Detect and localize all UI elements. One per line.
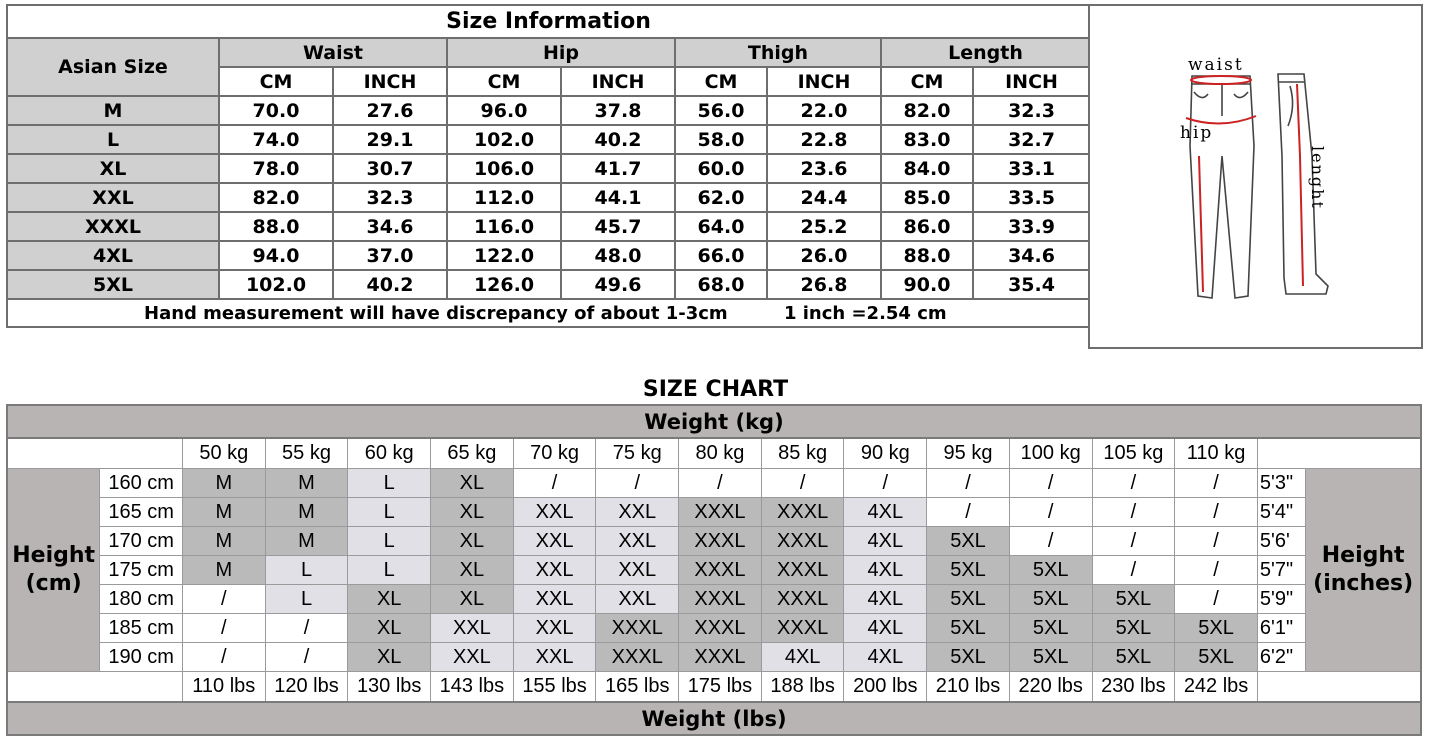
weight-kg-cell: 90 kg	[844, 438, 927, 469]
size-label: 5XL	[7, 270, 219, 299]
measurement-cell: 90.0	[881, 270, 973, 299]
size-cell: /	[761, 469, 844, 498]
measurement-cell: 33.9	[973, 212, 1090, 241]
unit-header: CM	[675, 67, 767, 96]
size-cell: XXXL	[679, 614, 762, 643]
measurement-cell: 45.7	[561, 212, 675, 241]
size-cell: /	[513, 469, 596, 498]
size-cell: M	[182, 498, 265, 527]
size-cell: 5XL	[1092, 643, 1175, 672]
blank-cell	[7, 672, 182, 703]
measurement-cell: 88.0	[219, 212, 333, 241]
measurement-cell: 56.0	[675, 96, 767, 125]
size-cell: /	[1092, 498, 1175, 527]
size-cell: M	[182, 527, 265, 556]
size-cell: M	[265, 527, 348, 556]
size-cell: M	[265, 469, 348, 498]
size-cell: /	[1092, 556, 1175, 585]
height-inch-label-line1: Height	[1321, 543, 1405, 568]
height-inch-cell: 6'2"	[1257, 643, 1305, 672]
measurement-cell: 74.0	[219, 125, 333, 154]
measurement-cell: 33.1	[973, 154, 1090, 183]
measurement-cell: 26.8	[767, 270, 881, 299]
measurement-cell: 86.0	[881, 212, 973, 241]
height-row	[7, 469, 1421, 498]
size-cell: /	[182, 643, 265, 672]
weight-lbs-cell: 130 lbs	[348, 672, 431, 703]
length-measure-line	[1297, 84, 1303, 286]
measurement-cell: 122.0	[447, 241, 561, 270]
length-header: Length	[881, 38, 1090, 67]
measurement-cell: 78.0	[219, 154, 333, 183]
size-cell: 5XL	[1092, 585, 1175, 614]
measurement-cell: 32.3	[333, 183, 447, 212]
height-cm-cell: 160 cm	[100, 469, 183, 498]
size-row	[7, 241, 1090, 270]
waist-measure-line	[1191, 76, 1251, 84]
measurement-cell: 33.5	[973, 183, 1090, 212]
size-cell: /	[1175, 556, 1258, 585]
size-cell: /	[1175, 498, 1258, 527]
weight-lbs-cell: 120 lbs	[265, 672, 348, 703]
height-cm-cell: 180 cm	[100, 585, 183, 614]
size-cell: /	[679, 469, 762, 498]
measurement-cell: 24.4	[767, 183, 881, 212]
measurement-cell: 96.0	[447, 96, 561, 125]
size-cell: /	[182, 585, 265, 614]
height-inch-cell: 6'1"	[1257, 614, 1305, 643]
unit-header: INCH	[767, 67, 881, 96]
measurement-cell: 32.3	[973, 96, 1090, 125]
size-cell: M	[182, 469, 265, 498]
measurement-note-row	[7, 299, 1090, 327]
height-inch-label-line2: (inches)	[1313, 571, 1414, 596]
weight-lbs-cell: 175 lbs	[679, 672, 762, 703]
blank-cell	[1257, 672, 1421, 703]
measurement-cell: 106.0	[447, 154, 561, 183]
size-cell: XXL	[513, 585, 596, 614]
weight-kg-cell: 70 kg	[513, 438, 596, 469]
size-cell: /	[844, 469, 927, 498]
size-cell: XXL	[596, 556, 679, 585]
weight-lbs-cell: 220 lbs	[1009, 672, 1092, 703]
weight-lbs-cell: 155 lbs	[513, 672, 596, 703]
height-inch-label	[1306, 469, 1421, 672]
weight-lbs-cell: 230 lbs	[1092, 672, 1175, 703]
weight-kg-cell: 55 kg	[265, 438, 348, 469]
weight-kg-cell: 85 kg	[761, 438, 844, 469]
size-cell: XXL	[596, 527, 679, 556]
height-row	[7, 527, 1421, 556]
inseam-measure-line	[1199, 156, 1203, 292]
measurement-cell: 68.0	[675, 270, 767, 299]
size-cell: XL	[431, 527, 514, 556]
size-cell: /	[1009, 498, 1092, 527]
height-cm-cell: 185 cm	[100, 614, 183, 643]
size-cell: XL	[431, 585, 514, 614]
measurement-cell: 88.0	[881, 241, 973, 270]
measurement-cell: 102.0	[447, 125, 561, 154]
height-inch-cell: 5'7"	[1257, 556, 1305, 585]
size-cell: XXXL	[761, 527, 844, 556]
size-row	[7, 96, 1090, 125]
height-cm-cell: 175 cm	[100, 556, 183, 585]
size-cell: XXL	[513, 527, 596, 556]
size-cell: /	[1092, 469, 1175, 498]
inch-conversion-note: 1 inch =2.54 cm	[783, 302, 947, 324]
measurement-cell: 37.8	[561, 96, 675, 125]
size-cell: 5XL	[1009, 556, 1092, 585]
size-cell: /	[1175, 527, 1258, 556]
measurement-cell: 22.0	[767, 96, 881, 125]
size-cell: 4XL	[844, 614, 927, 643]
unit-header: INCH	[561, 67, 675, 96]
size-cell: XXXL	[679, 643, 762, 672]
blank-cell	[1257, 438, 1421, 469]
size-cell: /	[1009, 469, 1092, 498]
measurement-cell: 22.8	[767, 125, 881, 154]
size-cell: 4XL	[844, 498, 927, 527]
size-row	[7, 183, 1090, 212]
size-cell: /	[1175, 585, 1258, 614]
weight-lbs-cell: 242 lbs	[1175, 672, 1258, 703]
size-cell: /	[182, 614, 265, 643]
weight-kg-cell: 50 kg	[182, 438, 265, 469]
thigh-header: Thigh	[675, 38, 881, 67]
height-cm-cell: 190 cm	[100, 643, 183, 672]
size-cell: L	[265, 556, 348, 585]
size-cell: /	[1009, 527, 1092, 556]
size-cell: XXL	[513, 643, 596, 672]
weight-kg-cell: 60 kg	[348, 438, 431, 469]
size-cell: 5XL	[1009, 614, 1092, 643]
weight-kg-cell: 65 kg	[431, 438, 514, 469]
size-cell: M	[265, 498, 348, 527]
size-cell: XXL	[513, 556, 596, 585]
size-cell: L	[348, 527, 431, 556]
unit-header: CM	[447, 67, 561, 96]
height-inch-cell: 5'6'	[1257, 527, 1305, 556]
unit-header: CM	[219, 67, 333, 96]
weight-kg-cell: 80 kg	[679, 438, 762, 469]
size-cell: 5XL	[1175, 643, 1258, 672]
measurement-cell: 48.0	[561, 241, 675, 270]
size-cell: 4XL	[844, 585, 927, 614]
weight-lbs-cell: 143 lbs	[431, 672, 514, 703]
hip-label: hip	[1180, 123, 1214, 143]
weight-kg-cell: 105 kg	[1092, 438, 1175, 469]
size-cell: XXL	[513, 614, 596, 643]
height-inch-cell: 5'4"	[1257, 498, 1305, 527]
measurement-cell: 41.7	[561, 154, 675, 183]
size-cell: XXXL	[679, 527, 762, 556]
size-cell: XXXL	[761, 614, 844, 643]
measurement-cell: 116.0	[447, 212, 561, 241]
weight-lbs-header: Weight (lbs)	[7, 702, 1421, 735]
measurement-cell: 23.6	[767, 154, 881, 183]
size-row	[7, 212, 1090, 241]
size-cell: /	[596, 469, 679, 498]
size-cell: 4XL	[844, 527, 927, 556]
size-cell: 4XL	[844, 643, 927, 672]
size-cell: XXXL	[761, 556, 844, 585]
height-row	[7, 498, 1421, 527]
weight-kg-cell: 95 kg	[927, 438, 1010, 469]
size-cell: XXL	[596, 498, 679, 527]
size-cell: /	[1175, 469, 1258, 498]
size-cell: 5XL	[1009, 585, 1092, 614]
measurement-cell: 26.0	[767, 241, 881, 270]
measurement-cell: 126.0	[447, 270, 561, 299]
size-cell: L	[265, 585, 348, 614]
size-cell: XL	[348, 614, 431, 643]
size-chart-table	[6, 404, 1422, 736]
measurement-cell: 70.0	[219, 96, 333, 125]
size-information-title: Size Information	[7, 5, 1090, 38]
size-cell: 5XL	[927, 643, 1010, 672]
hip-header: Hip	[447, 38, 675, 67]
size-cell: XXXL	[596, 643, 679, 672]
measurement-cell: 64.0	[675, 212, 767, 241]
measurement-cell: 112.0	[447, 183, 561, 212]
measurement-cell: 34.6	[333, 212, 447, 241]
size-cell: /	[265, 643, 348, 672]
height-cm-cell: 170 cm	[100, 527, 183, 556]
measurement-cell: 82.0	[881, 96, 973, 125]
weight-kg-header: Weight (kg)	[7, 405, 1421, 438]
unit-header: INCH	[333, 67, 447, 96]
height-cm-label	[7, 469, 100, 672]
measurement-cell: 102.0	[219, 270, 333, 299]
size-cell: /	[265, 614, 348, 643]
size-cell: 5XL	[1175, 614, 1258, 643]
size-label: M	[7, 96, 219, 125]
height-inch-cell: 5'9"	[1257, 585, 1305, 614]
waist-label: waist	[1188, 55, 1244, 75]
measurement-cell: 84.0	[881, 154, 973, 183]
size-cell: L	[348, 469, 431, 498]
weight-lbs-cell: 200 lbs	[844, 672, 927, 703]
measurement-cell: 32.7	[973, 125, 1090, 154]
pants-diagram	[1090, 6, 1421, 347]
height-row	[7, 643, 1421, 672]
blank-cell	[7, 438, 182, 469]
weight-lbs-cell: 188 lbs	[761, 672, 844, 703]
weight-kg-cell: 100 kg	[1009, 438, 1092, 469]
height-row	[7, 614, 1421, 643]
size-cell: L	[348, 556, 431, 585]
measurement-cell: 27.6	[333, 96, 447, 125]
size-row	[7, 125, 1090, 154]
weight-lbs-cell: 210 lbs	[927, 672, 1010, 703]
weight-kg-cell: 75 kg	[596, 438, 679, 469]
measurement-cell: 49.6	[561, 270, 675, 299]
measurement-cell: 40.2	[561, 125, 675, 154]
size-cell: 5XL	[927, 585, 1010, 614]
length-label: lenght	[1308, 146, 1327, 210]
size-cell: XXXL	[761, 585, 844, 614]
measurement-cell: 37.0	[333, 241, 447, 270]
measurement-cell: 66.0	[675, 241, 767, 270]
size-row	[7, 154, 1090, 183]
size-cell: XXXL	[679, 556, 762, 585]
size-cell: 5XL	[1009, 643, 1092, 672]
size-cell: XXXL	[761, 498, 844, 527]
measurement-cell: 40.2	[333, 270, 447, 299]
height-cm-cell: 165 cm	[100, 498, 183, 527]
size-cell: XL	[431, 498, 514, 527]
size-cell: XXL	[513, 498, 596, 527]
measurement-cell: 58.0	[675, 125, 767, 154]
measurement-cell: 30.7	[333, 154, 447, 183]
size-row	[7, 270, 1090, 299]
size-label: L	[7, 125, 219, 154]
size-cell: XL	[348, 585, 431, 614]
size-cell: XL	[431, 556, 514, 585]
size-cell: 5XL	[927, 556, 1010, 585]
size-cell: M	[182, 556, 265, 585]
measurement-cell: 83.0	[881, 125, 973, 154]
height-row	[7, 585, 1421, 614]
height-cm-label-line1: Height	[12, 543, 96, 568]
size-cell: /	[1092, 527, 1175, 556]
measurement-cell: 60.0	[675, 154, 767, 183]
asian-size-header: Asian Size	[7, 38, 219, 96]
height-inch-cell: 5'3"	[1257, 469, 1305, 498]
size-cell: 4XL	[844, 556, 927, 585]
measurement-cell: 29.1	[333, 125, 447, 154]
size-cell: XXL	[431, 643, 514, 672]
height-row	[7, 556, 1421, 585]
size-cell: /	[927, 498, 1010, 527]
size-cell: XXL	[431, 614, 514, 643]
height-cm-label-line2: (cm)	[25, 571, 82, 596]
size-label: XL	[7, 154, 219, 183]
size-label: XXXL	[7, 212, 219, 241]
size-cell: 4XL	[761, 643, 844, 672]
size-cell: XXXL	[679, 585, 762, 614]
measurement-cell: 85.0	[881, 183, 973, 212]
size-cell: XXXL	[679, 498, 762, 527]
size-cell: XXL	[596, 585, 679, 614]
size-label: XXL	[7, 183, 219, 212]
waist-header: Waist	[219, 38, 447, 67]
size-cell: 5XL	[927, 614, 1010, 643]
measurement-cell: 35.4	[973, 270, 1090, 299]
measurement-cell: 44.1	[561, 183, 675, 212]
measurement-cell: 34.6	[973, 241, 1090, 270]
weight-lbs-cell: 110 lbs	[182, 672, 265, 703]
size-cell: XL	[431, 469, 514, 498]
pants-measurement-illustration	[1088, 4, 1423, 349]
size-cell: 5XL	[927, 527, 1010, 556]
weight-kg-cell: 110 kg	[1175, 438, 1258, 469]
size-cell: /	[927, 469, 1010, 498]
size-cell: XL	[348, 643, 431, 672]
weight-lbs-cell: 165 lbs	[596, 672, 679, 703]
unit-header: CM	[881, 67, 973, 96]
size-chart-title: SIZE CHART	[642, 377, 789, 402]
measurement-cell: 62.0	[675, 183, 767, 212]
size-cell: XXXL	[596, 614, 679, 643]
measurement-cell: 25.2	[767, 212, 881, 241]
measurement-discrepancy-note: Hand measurement will have discrepancy of about 1-3cm	[144, 302, 728, 324]
measurement-cell: 94.0	[219, 241, 333, 270]
size-cell: 5XL	[1092, 614, 1175, 643]
measurement-cell: 82.0	[219, 183, 333, 212]
measure-lines	[1186, 76, 1303, 292]
size-cell: L	[348, 498, 431, 527]
size-label: 4XL	[7, 241, 219, 270]
size-information-table	[6, 4, 1091, 328]
unit-header: INCH	[973, 67, 1090, 96]
